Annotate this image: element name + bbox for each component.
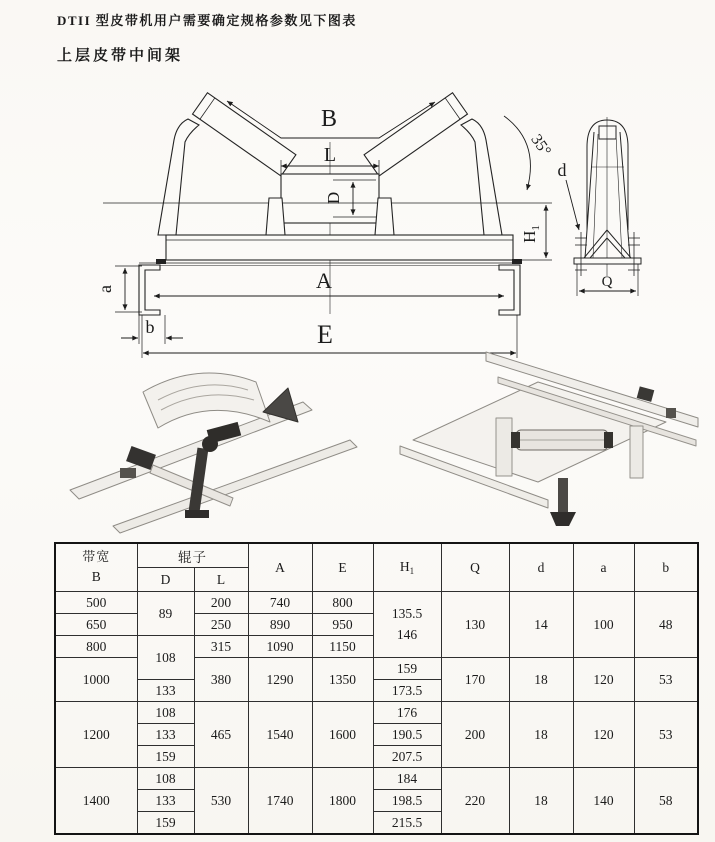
table-cell: 89 — [137, 592, 194, 636]
table-row — [55, 702, 698, 724]
table-cell: 18 — [509, 658, 573, 702]
photo-illustrations — [0, 322, 715, 537]
photo-left — [70, 373, 357, 533]
table-cell: 120 — [573, 658, 634, 702]
section-subtitle: 上层皮带中间架 — [57, 48, 184, 64]
dim-label-D: D — [324, 191, 343, 205]
table-cell: 1400 — [55, 768, 137, 835]
table-cell: 159 — [373, 658, 441, 680]
table-cell: 1740 — [248, 768, 312, 835]
table-cell: 159 — [137, 746, 194, 768]
dim-label-L: L — [323, 144, 337, 166]
table-cell: 133 — [137, 680, 194, 702]
dim-label-B: B — [320, 106, 338, 132]
table-cell: 53 — [634, 702, 698, 768]
table-cell: 108 — [137, 768, 194, 790]
table-cell: 53 — [634, 658, 698, 702]
side-view — [574, 117, 641, 276]
table-cell: 200 — [194, 592, 248, 614]
table-cell: 800 — [55, 636, 137, 658]
table-cell: 200 — [441, 702, 509, 768]
table-cell: 18 — [509, 768, 573, 835]
table-cell: 18 — [509, 702, 573, 768]
table-cell: 108 — [137, 636, 194, 680]
col-header-d: d — [509, 543, 573, 592]
table-cell: 1540 — [248, 702, 312, 768]
table-row — [55, 592, 698, 614]
col-header-E: E — [312, 543, 373, 592]
table-cell: 1800 — [312, 768, 373, 835]
table-cell: 159 — [137, 812, 194, 835]
side-roller-left — [193, 93, 296, 176]
table-cell: 170 — [441, 658, 509, 702]
table-cell: 48 — [634, 592, 698, 658]
table-cell: 1600 — [312, 702, 373, 768]
dim-label-a: a — [95, 285, 115, 293]
side-roller-right — [364, 93, 467, 176]
top-bolt — [599, 126, 616, 139]
table-header-row — [55, 543, 698, 568]
col-header-bandwidth: 带宽 B — [55, 543, 137, 592]
table-cell: 740 — [248, 592, 312, 614]
table-cell: 1200 — [55, 702, 137, 768]
spec-table — [54, 542, 699, 835]
table-cell: 650 — [55, 614, 137, 636]
table-cell: 500 — [55, 592, 137, 614]
table-cell: 1290 — [248, 658, 312, 702]
support-arm-right — [461, 119, 502, 235]
table-cell: 1150 — [312, 636, 373, 658]
table-cell: 108 — [137, 702, 194, 724]
dim-label-angle: 35° — [527, 131, 555, 160]
dim-label-A: A — [316, 268, 332, 293]
a-frame-bracket — [584, 230, 631, 258]
table-cell: 215.5 — [373, 812, 441, 835]
table-cell: 173.5 — [373, 680, 441, 702]
col-header-roller: 辊子 — [137, 543, 248, 568]
support-arm-left — [158, 119, 199, 235]
table-cell: 950 — [312, 614, 373, 636]
channel-left — [139, 265, 160, 315]
table-cell: 130 — [441, 592, 509, 658]
clamp-left — [156, 259, 166, 264]
frame-beam — [166, 235, 513, 260]
table-cell: 380 — [194, 658, 248, 702]
dim-label-b: b — [145, 317, 155, 337]
table-cell: 198.5 — [373, 790, 441, 812]
dim-label-H1: $H_1$ — [520, 225, 542, 243]
table-cell: 207.5 — [373, 746, 441, 768]
table-cell: 133 — [137, 790, 194, 812]
table-cell: 1090 — [248, 636, 312, 658]
table-cell: 120 — [573, 702, 634, 768]
table-cell: 250 — [194, 614, 248, 636]
table-cell: 133 — [137, 724, 194, 746]
table-cell: 100 — [573, 592, 634, 658]
table-cell: 220 — [441, 768, 509, 835]
col-header-b: b — [634, 543, 698, 592]
table-cell: 315 — [194, 636, 248, 658]
table-cell: 135.5 146 — [373, 592, 441, 658]
col-header-a: a — [573, 543, 634, 592]
table-cell: 176 — [373, 702, 441, 724]
technical-drawing — [85, 62, 715, 349]
table-cell: 1000 — [55, 658, 137, 702]
table-cell: 1350 — [312, 658, 373, 702]
dim-label-E: E — [317, 320, 333, 349]
table-cell: 140 — [573, 768, 634, 835]
table-cell: 800 — [312, 592, 373, 614]
col-header-A: A — [248, 543, 312, 592]
table-cell: 890 — [248, 614, 312, 636]
table-cell: 58 — [634, 768, 698, 835]
table-row — [55, 768, 698, 790]
photo-right — [400, 352, 698, 526]
col-header-roller-D: D — [137, 568, 194, 592]
inner-bracket-left — [266, 198, 285, 235]
dim-label-d: d — [557, 160, 567, 180]
table-cell: 530 — [194, 768, 248, 835]
table-cell: 14 — [509, 592, 573, 658]
table-cell: 465 — [194, 702, 248, 768]
dim-label-Q: Q — [601, 274, 613, 290]
table-cell: 190.5 — [373, 724, 441, 746]
table-cell: 184 — [373, 768, 441, 790]
col-header-roller-L: L — [194, 568, 248, 592]
page-title: DTII 型皮带机用户需要确定规格参数见下图表 — [57, 13, 357, 28]
col-header-H1: $H_1$ — [373, 543, 441, 592]
col-header-Q: Q — [441, 543, 509, 592]
channel-right — [499, 265, 520, 315]
base-plate — [574, 258, 641, 264]
inner-bracket-right — [375, 198, 394, 235]
